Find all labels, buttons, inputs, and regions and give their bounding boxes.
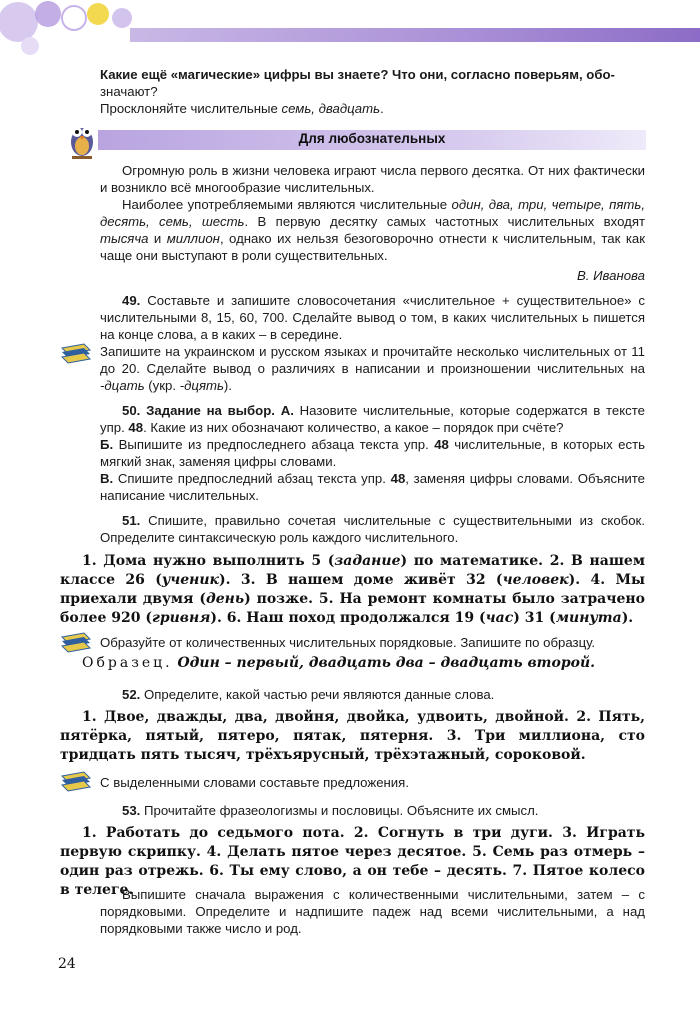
page-number: 24 (58, 956, 76, 972)
ex53-task: Выпишите сначала выражения с количественными числительными, затем – с порядковыми. Определите и надпишите падеж над всеми числительными, а над порядковыми также число и род. (100, 887, 645, 936)
ex53-phrases: 1. Работать до седьмого пота. 2. Согнуть в три дуги. 3. Играть первую скрипку. 4. Делать пятое через десятое. 5. Семь раз отмерь – один раз отрежь. 6. Ты ему слово, а он тебе – десять. 7. Пятое колесо в телеге. (60, 825, 645, 898)
section-title: Для любознательных (298, 131, 446, 146)
intro-q1b: значают? (100, 84, 158, 99)
book-stack-icon (58, 631, 94, 655)
ex51-sentences: 1. Дома нужно выполнить 5 (задание) по математике. 2. В нашем классе 26 (ученик). 3. В нашем доме живёт 32 (человек). 4. Мы приехали двумя (день) позже. 5. На ремонт комнаты было затрачено более 920 (гривня). 6. Наш поход продолжался 19 (час) 31 (минута). (60, 553, 645, 626)
header-bar (130, 28, 700, 42)
exercise-51: 51. Спишите, правильно сочетая числительные с существительными из скобок. Определите синтаксическую роль каждого числительного. (100, 513, 645, 545)
ex49-task: Запишите на украинском и русском языках и прочитайте несколько числительных от 11 до 20. Сделайте вывод о различиях в написании и произношении числительных на -дцать (укр. -дцять). (100, 344, 645, 393)
ex51-sample: Образец. Один – первый, двадцать два – двадцать второй. (82, 655, 595, 671)
book-stack-icon (58, 342, 94, 366)
section-p1: Огромную роль в жизни человека играют числа первого десятка. От них фактически и возникло всё многообразие числительных. (100, 163, 645, 195)
ex49-text: 49. Составьте и запишите словосочетания «числительное + существительное» с числительными 8, 15, 60, 700. Сделайте вывод о том, в каких числительных ь пишется на конце слова, а в каких – в середине. (100, 293, 645, 342)
section-p2: Наиболее употребляемыми являются числительные один, два, три, четыре, пять, десять, семь, шесть. В первую десятку самых частотных числительных входят тысяча и миллион, однако их нельзя безоговорочно отнести к числительным, так как чаще они выступают в роли существительных. (100, 197, 645, 263)
book-stack-icon (58, 770, 94, 794)
owl-icon (64, 118, 100, 160)
exercise-53: 53. Прочитайте фразеологизмы и пословицы. Объясните их смысл. (122, 803, 539, 818)
intro-q2: Просклоняйте числительные семь, двадцать. (100, 101, 384, 116)
exercise-52: 52. Определите, какой частью речи являются данные слова. (122, 687, 495, 702)
ex51-task: Образуйте от количественных числительных порядковые. Запишите по образцу. (100, 635, 596, 650)
exercise-49 (100, 292, 645, 394)
ex52-words: 1. Двое, дважды, два, двойня, двойка, удвоить, двойной. 2. Пять, пятёрка, пятый, пятеро, пятак, пятерня. 3. Три миллиона, сто тридцать пять тысяч, трёхъярусный, трёхэтажный, сороковой. (60, 709, 645, 763)
intro-questions (100, 66, 645, 117)
ex52-task: С выделенными словами составьте предложения. (100, 775, 409, 790)
exercise-50: 50. Задание на выбор. А. Назовите числительные, которые содержатся в тексте упр. 48. Какие из них обозначают количество, а какое – порядок при счёте? Б. Выпишите из предпоследнего абзаца текста упр. 48 числительные, в которых есть мягкий знак, заменяя цифры словами. В. Спишите предпоследний абзац текста упр. 48, заменяя цифры словами. Объясните написание числительных. (100, 403, 645, 503)
section-author: В. Иванова (576, 268, 645, 283)
section-text (100, 162, 645, 284)
intro-q1: Какие ещё «магические» цифры вы знаете? Что они, согласно поверьям, обо- (100, 67, 615, 82)
